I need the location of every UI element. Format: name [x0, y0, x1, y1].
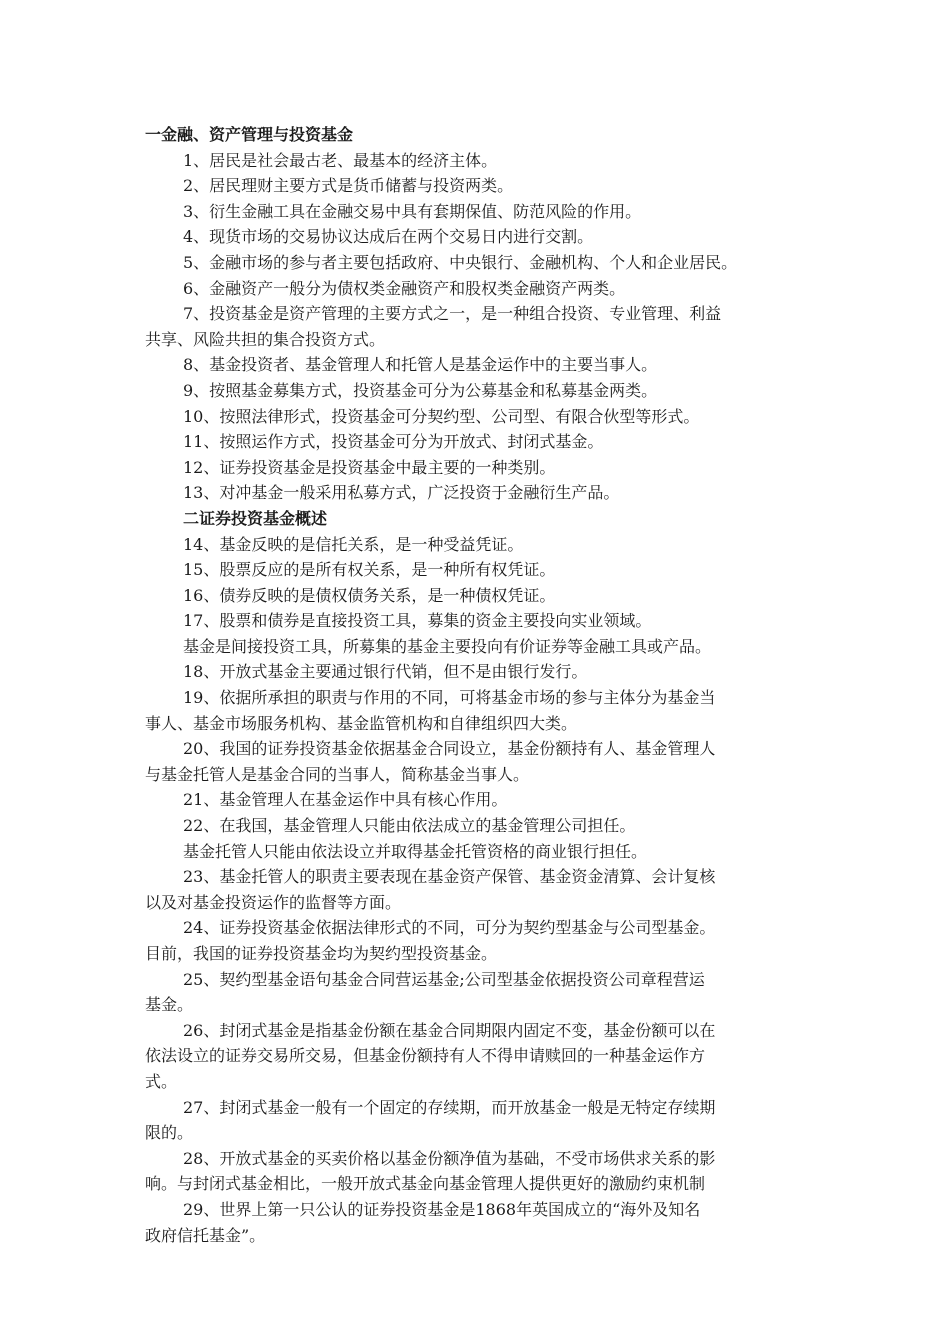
text-line: 26、封闭式基金是指基金份额在基金合同期限内固定不变，基金份额可以在: [183, 1020, 716, 1040]
text-line: 12、证券投资基金是投资基金中最主要的一种类别。: [183, 457, 556, 477]
text-line: 式。: [145, 1071, 178, 1091]
text-line: 共享、风险共担的集合投资方式。: [145, 329, 386, 349]
text-line: 15、股票反应的是所有权关系，是一种所有权凭证。: [183, 560, 556, 580]
text-line: 27、封闭式基金一般有一个固定的存续期，而开放基金一般是无特定存续期: [183, 1097, 716, 1117]
text-line: 限的。: [145, 1123, 194, 1143]
text-line: 与基金托管人是基金合同的当事人，简称基金当事人。: [145, 764, 530, 784]
text-line: 10、按照法律形式，投资基金可分契约型、公司型、有限合伙型等形式。: [183, 406, 700, 426]
text-line: 响。与封闭式基金相比，一般开放式基金向基金管理人提供更好的激励约束机制: [145, 1174, 706, 1194]
text-line: 17、股票和债券是直接投资工具，募集的资金主要投向实业领域。: [183, 611, 652, 631]
text-line: 18、开放式基金主要通过银行代销，但不是由银行发行。: [183, 662, 588, 682]
text-line: 5、金融市场的参与者主要包括政府、中央银行、金融机构、个人和企业居民。: [183, 252, 738, 272]
text-line: 28、开放式基金的买卖价格以基金份额净值为基础，不受市场供求关系的影: [183, 1148, 716, 1168]
text-line: 目前，我国的证券投资基金均为契约型投资基金。: [145, 944, 498, 963]
section-heading: 二证券投资基金概述: [183, 508, 328, 528]
text-line: 基金。: [145, 995, 194, 1015]
text-line: 基金是间接投资工具，所募集的基金主要投向有价证券等金融工具或产品。: [183, 636, 712, 656]
document-body: [145, 122, 810, 1248]
text-line: 9、按照基金募集方式，投资基金可分为公募基金和私募基金两类。: [183, 380, 658, 400]
text-line: 19、依据所承担的职责与作用的不同，可将基金市场的参与主体分为基金当: [183, 688, 716, 708]
text-line: 20、我国的证券投资基金依据基金合同设立，基金份额持有人、基金管理人: [183, 739, 716, 759]
text-line: 11、按照运作方式，投资基金可分为开放式、封闭式基金。: [183, 432, 604, 452]
text-line: 14、基金反映的是信托关系，是一种受益凭证。: [183, 534, 524, 554]
text-line: 8、基金投资者、基金管理人和托管人是基金运作中的主要当事人。: [183, 355, 658, 375]
text-line: 29、世界上第一只公认的证券投资基金是1868年英国成立的“海外及知名: [183, 1199, 701, 1219]
text-line: 16、债券反映的是债权债务关系，是一种债权凭证。: [183, 585, 556, 605]
text-line: 21、基金管理人在基金运作中具有核心作用。: [183, 790, 508, 810]
text-line: 25、契约型基金语句基金合同营运基金;公司型基金依据投资公司章程营运: [183, 969, 705, 989]
text-line: 13、对冲基金一般采用私募方式，广泛投资于金融衍生产品。: [183, 483, 620, 503]
text-line: 3、衍生金融工具在金融交易中具有套期保值、防范风险的作用。: [183, 201, 642, 221]
text-line: 基金托管人只能由依法设立并取得基金托管资格的商业银行担任。: [183, 841, 648, 861]
text-line: 事人、基金市场服务机构、基金监管机构和自律组织四大类。: [145, 713, 578, 733]
text-line: 以及对基金投资运作的监督等方面。: [145, 892, 402, 912]
text-line: 24、证券投资基金依据法律形式的不同，可分为契约型基金与公司型基金。: [183, 918, 716, 938]
text-line: 政府信托基金”。: [145, 1225, 266, 1245]
text-line: 4、现货市场的交易协议达成后在两个交易日内进行交割。: [183, 227, 594, 247]
text-line: 依法设立的证券交易所交易，但基金份额持有人不得申请赎回的一种基金运作方: [145, 1046, 706, 1066]
section-heading: 一金融、资产管理与投资基金: [145, 125, 354, 144]
text-line: 6、金融资产一般分为债权类金融资产和股权类金融资产两类。: [183, 278, 626, 298]
text-line: 2、居民理财主要方式是货币储蓄与投资两类。: [183, 176, 514, 196]
text-line: 22、在我国，基金管理人只能由依法成立的基金管理公司担任。: [183, 816, 636, 836]
text-line: 1、居民是社会最古老、最基本的经济主体。: [183, 150, 498, 170]
text-line: 7、投资基金是资产管理的主要方式之一，是一种组合投资、专业管理、利益: [183, 304, 722, 324]
text-line: 23、基金托管人的职责主要表现在基金资产保管、基金资金清算、会计复核: [183, 867, 716, 887]
